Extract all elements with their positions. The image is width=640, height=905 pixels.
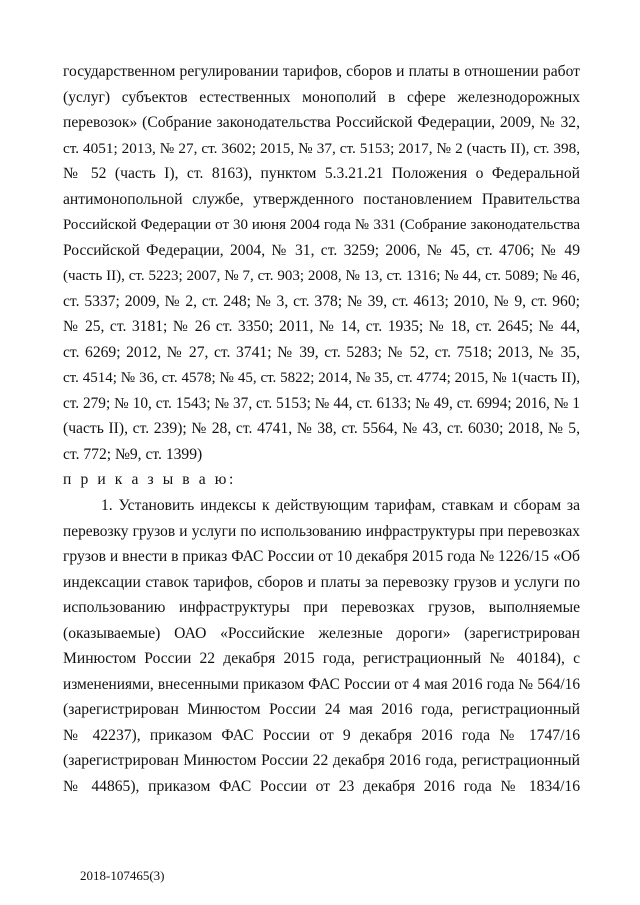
text-line: ст. 772; №9, ст. 1399)	[63, 445, 203, 463]
text-line: ст. 6269; 2012, № 27, ст. 3741; № 39, ст. 5283; № 52, ст. 7518; 2013, № 35,	[63, 343, 580, 361]
text-line: № 52 (часть I), ст. 8163), пунктом 5.3.21.21 Положения о Федеральной	[63, 165, 580, 182]
order-word: п р и к а з ы в а ю:	[63, 471, 236, 488]
text-line: (часть II), ст. 239); № 28, ст. 4741, № 38, ст. 5564, № 43, ст. 6030; 2018, № 5,	[63, 420, 580, 437]
text-line: № 25, ст. 3181; № 26 ст. 3350; 2011, № 14, ст. 1935; № 18, ст. 2645; № 44,	[63, 318, 580, 335]
text-line: ст. 279; № 10, ст. 1543; № 37, ст. 5153; № 44, ст. 6133; № 49, ст. 6994; 2016, № 1	[63, 394, 580, 412]
text-line: (оказываемые) ОАО «Российские железные дороги» (зарегистрирован	[63, 624, 580, 642]
text-line: перевозку грузов и услуги по использованию инфраструктуры при перевозках	[63, 522, 580, 540]
text-line: перевозок» (Собрание законодательства Российской Федерации, 2009, № 32,	[63, 114, 580, 131]
text-line: Российской Федерации от 30 июня 2004 года № 331 (Собрание законодательства	[63, 217, 580, 233]
text-line: использованию инфраструктуры при перевозках грузов, выполняемые	[63, 599, 580, 616]
text-line: изменениями, внесенными приказом ФАС России от 4 мая 2016 года № 564/16	[63, 675, 580, 693]
text-line: (услуг) субъектов естественных монополий в сфере железнодорожных	[63, 88, 580, 106]
text-line: ст. 5337; 2009, № 2, ст. 248; № 3, ст. 378; № 39, ст. 4613; 2010, № 9, ст. 960;	[63, 292, 580, 310]
text-line: Российской Федерации, 2004, № 31, ст. 3259; 2006, № 45, ст. 4706; № 49	[63, 241, 580, 259]
text-line: ст. 4051; 2013, № 27, ст. 3602; 2015, № 37, ст. 5153; 2017, № 2 (часть II), ст. 398,	[63, 139, 580, 157]
text-line: № 44865), приказом ФАС России от 23 декабря 2016 года № 1834/16	[63, 777, 580, 795]
text-line: грузов и внести в приказ ФАС России от 10 декабря 2015 года № 1226/15 «Об	[63, 548, 580, 565]
text-line: (зарегистрирован Минюстом России 24 мая 2016 года, регистрационный	[63, 701, 580, 718]
document-registration-code: 2018-107465(3)	[80, 868, 165, 883]
text-line: (часть II), ст. 5223; 2007, № 7, ст. 903; 2008, № 13, ст. 1316; № 44, ст. 5089; № 46,	[63, 268, 580, 284]
text-line: № 42237), приказом ФАС России от 9 декабря 2016 года № 1747/16	[63, 726, 580, 744]
text-line: ст. 4514; № 36, ст. 4578; № 45, ст. 5822; 2014, № 35, ст. 4774; 2015, № 1(часть II),	[63, 370, 580, 386]
paragraph-first-line: 1. Установить индексы к действующим тарифам, ставкам и сборам за	[101, 497, 580, 514]
text-line: (зарегистрирован Минюстом России 22 декабря 2016 года, регистрационный	[63, 752, 580, 769]
text-line: государственном регулировании тарифов, сборов и платы в отношении работ	[63, 63, 580, 80]
text-line: индексации ставок тарифов, сборов и платы за перевозку грузов и услуги по	[63, 573, 580, 591]
text-line: Минюстом России 22 декабря 2015 года, регистрационный № 40184), с	[63, 650, 580, 667]
text-line: антимонопольной службе, утвержденного постановлением Правительства	[63, 190, 580, 208]
